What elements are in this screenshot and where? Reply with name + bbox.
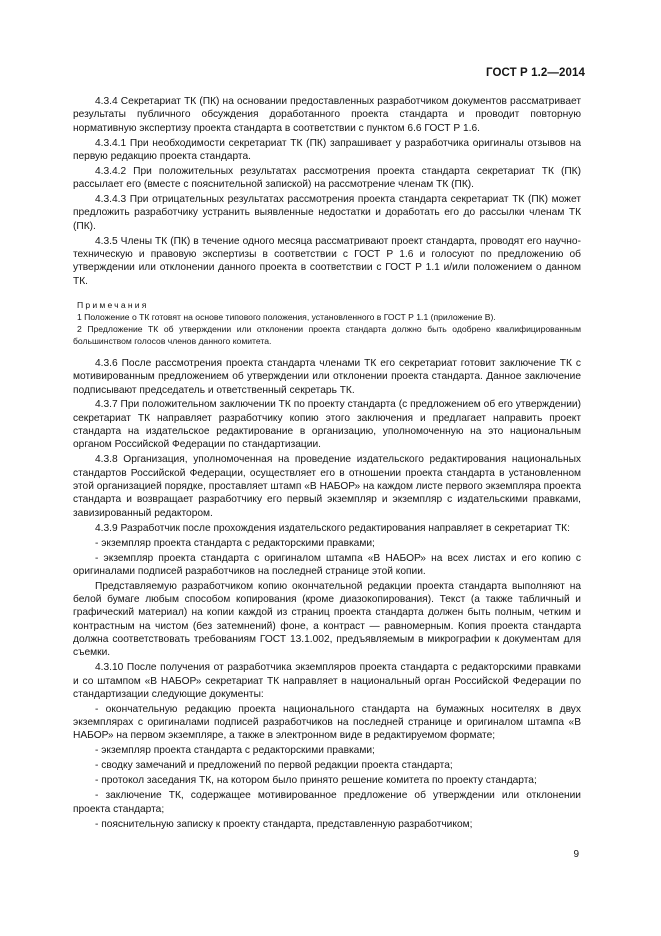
list-item: - протокол заседания ТК, на котором было принято решение комитета по проекту стандарта;: [95, 775, 537, 787]
clause-4-3-4: 4.3.4 Секретариат ТК (ПК) на основании предоставленных разработчиком документов рассматривает результаты публичного обсуждения доработанного проекта стандарта и проводит повторную нормативную экспертизу проекта стандарта в соответствии с пунктом 6.6 ГОСТ Р 1.6.: [73, 96, 581, 134]
list-item: - экземпляр проекта стандарта с редакторскими правками;: [95, 745, 375, 757]
list-item: - экземпляр проекта стандарта с редакторскими правками;: [95, 537, 375, 549]
note-2: 2 Предложение ТК об утверждении или отклонении проекта стандарта должно быть одобрено квалифицированным большинством голосов членов данного комитета.: [73, 323, 581, 346]
clause-4-3-4-1: 4.3.4.1 При необходимости секретариат ТК (ПК) запрашивает у разработчика оригиналы отзывов на первую редакцию проекта стандарта.: [73, 137, 581, 162]
clause-4-3-7: 4.3.7 При положительном заключении ТК по проекту стандарта (с предложением об его утверждении) секретариат ТК направляет разработчику копию этого заключения и предлагает направить проект стандарта на издательское редактирование в организацию, уполномоченную на это национальным органом Российской Федерации по стандартизации.: [73, 399, 581, 451]
clause-4-3-6: 4.3.6 После рассмотрения проекта стандарта членами ТК его секретариат готовит заключение ТК с мотивированным предложением об утверждении или отклонении проекта стандарта. Данное заключение подписывают председатель и ответственный секретарь ТК.: [73, 357, 581, 396]
list-item: - заключение ТК, содержащее мотивированное предложение об утверждении или отклонении проекта стандарта;: [73, 790, 581, 815]
clause-4-3-9: 4.3.9 Разработчик после прохождения издательского редактирования направляет в секретариат ТК:: [95, 522, 570, 534]
document-body: [73, 95, 581, 833]
list-item: - пояснительную записку к проекту стандарта, представленную разработчиком;: [95, 818, 473, 830]
note-1: 1 Положение о ТК готовят на основе типового положения, установленного в ГОСТ Р 1.1 (приложение В).: [77, 311, 496, 322]
notes-block: [73, 299, 581, 347]
copy-requirements-paragraph: Представляемую разработчиком копию окончательной редакции проекта стандарта выполняют на белой бумаге любым способом копирования (кроме диазокопирования). Текст (а также табличный и графический материал) на копии каждой из страниц проекта стандарта должен быть полным, четким и контрастным на чистом (без затемнений) фоне, а контраст — равномерным. Копия проекта стандарта должна соответствовать требованиям ГОСТ 13.1.002, предъявляемым в микрографии к документам для съемки.: [73, 580, 581, 659]
clause-4-3-10: 4.3.10 После получения от разработчика экземпляров проекта стандарта с редакторскими правками и со штампом «В НАБОР» секретариат ТК направляет в национальный орган Российской Федерации по стандартизации следующие документы:: [73, 662, 581, 700]
page-number: 9: [573, 849, 579, 860]
notes-title: Примечания: [77, 299, 149, 310]
list-item: - экземпляр проекта стандарта с оригиналом штампа «В НАБОР» на всех листах и его копию с оригиналами подписей разработчиков на последней странице этой копии.: [73, 552, 581, 577]
standard-header: ГОСТ Р 1.2—2014: [486, 67, 585, 79]
clause-4-3-4-3: 4.3.4.3 При отрицательных результатах рассмотрения проекта стандарта секретариат ТК (ПК) может предложить разработчику устранить выявленные недостатки и доработать его до рассылки членам ТК (ПК).: [73, 194, 581, 232]
clause-4-3-5: 4.3.5 Члены ТК (ПК) в течение одного месяца рассматривают проект стандарта, проводят его научно-техническую и правовую экспертизы в соответствии с ГОСТ Р 1.6 и голосуют по предложению об утверждении или отклонении данного проекта в соответствии с ГОСТ Р 1.1 и/или положением о данном ТК.: [73, 235, 581, 287]
list-item: - сводку замечаний и предложений по первой редакции проекта стандарта;: [95, 760, 453, 772]
list-item: - окончательную редакцию проекта национального стандарта на бумажных носителях в двух экземплярах с оригиналами подписей разработчиков на последней странице и оригиналом штампа «В НАБОР» на первом экземпляре, а также в электронном виде в редактируемом формате;: [73, 703, 581, 742]
clause-4-3-4-2: 4.3.4.2 При положительных результатах рассмотрения проекта стандарта секретариат ТК (ПК) рассылает его (вместе с пояснительной запиской) на рассмотрение членам ТК (ПК).: [73, 165, 581, 191]
clause-4-3-8: 4.3.8 Организация, уполномоченная на проведение издательского редактирования национальных стандартов Российской Федерации, осуществляет его в отношении проекта стандарта в установленном этой организацией порядке, проставляет штамп «В НАБОР» на каждом листе первого экземпляра проекта стандарта и возвращает разработчику его первый экземпляр и экземпляр с издательскими правками, завизированный редактором.: [73, 454, 581, 519]
